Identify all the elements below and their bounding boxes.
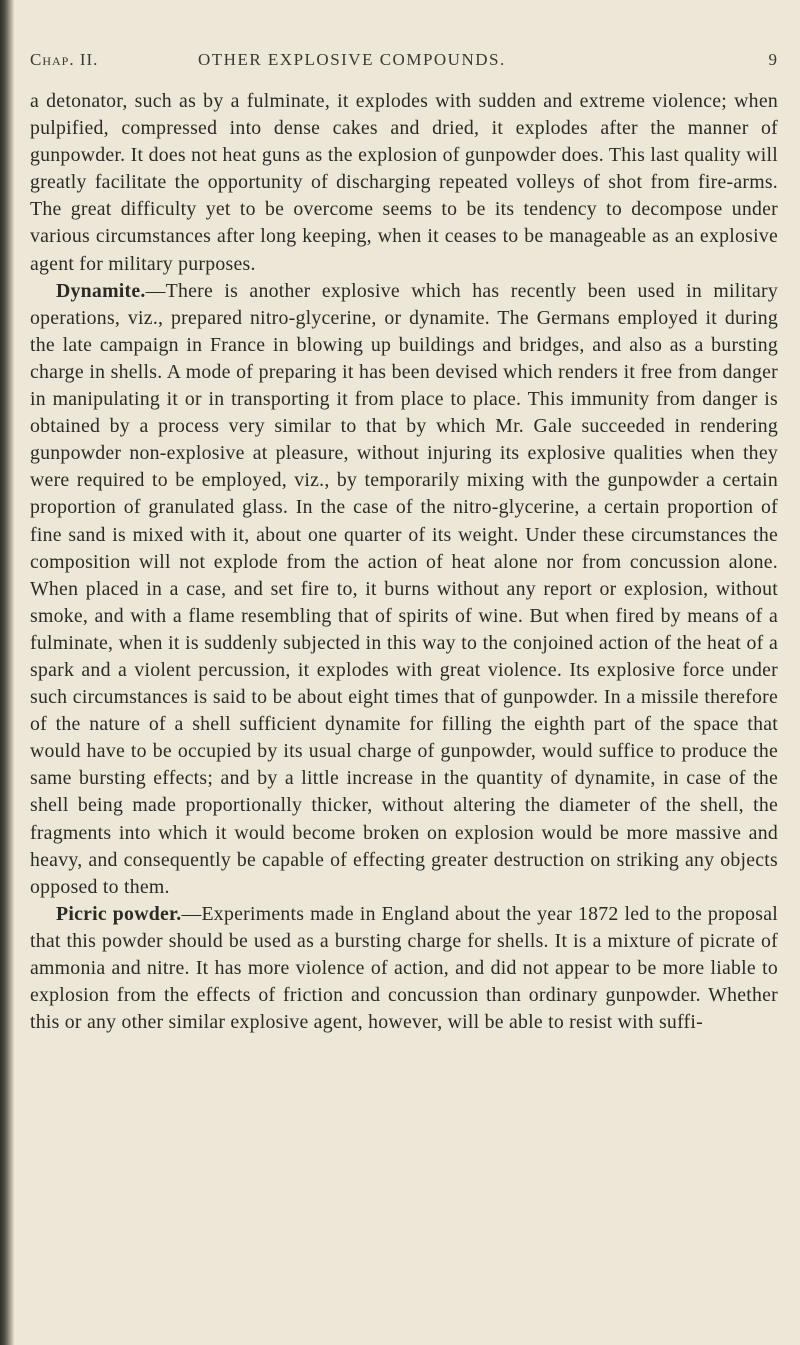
book-gutter-shadow <box>0 0 14 1345</box>
running-title: OTHER EXPLOSIVE COMPOUNDS. <box>198 50 506 69</box>
book-page <box>30 50 778 1036</box>
section-heading-picric-powder: Picric powder. <box>56 902 182 925</box>
paragraph-text: —Experiments made in England about the year 1872 led to the proposal that this powder should be used as a bursting charge for shells. It is a mixture of picrate of ammonia and nitre. It has more violence of action, and did not appear to be more liable to explosion from the effects of friction and concussion than ordinary gunpowder. Whether this or any other similar explosive agent, however, will be able to resist with suffi- <box>30 902 778 1034</box>
body-text <box>30 88 778 1036</box>
paragraph-picric-powder <box>30 901 778 1036</box>
running-header <box>30 50 778 80</box>
paragraph-dynamite <box>30 278 778 901</box>
paragraph-text: a detonator, such as by a fulminate, it explodes with sudden and extreme violence; when pulpified, compressed into dense cakes and dried, it explodes after the manner of gunpowder. It does not heat guns as the explosion of gunpowder does. This last quality will greatly facilitate the opportunity of discharging repeated volleys of shot from fire-arms. The great difficulty yet to be overcome seems to be its tendency to decompose under various circumstances after long keeping, when it ceases to be manageable as an explosive agent for military purposes. <box>30 90 778 275</box>
paragraph-continuation <box>30 88 778 278</box>
page-number: 9 <box>768 50 778 69</box>
chapter-label: Chap. II. <box>30 50 99 69</box>
section-heading-dynamite: Dynamite. <box>56 279 146 302</box>
paragraph-text: —There is another explosive which has recently been used in military operations, viz., prepared nitro-glycerine, or dynamite. The Germans employed it during the late campaign in France in blowing up buildings and bridges, and also as a bursting charge in shells. A mode of preparing it has been devised which renders it free from danger in manipulating it or in transporting it from place to place. This immunity from danger is obtained by a process very similar to that by which Mr. Gale succeeded in rendering gunpowder non-explosive at pleasure, without injuring its explosive qualities when they were required to be employed, viz., by temporarily mixing with the gunpowder a certain proportion of granulated glass. In the case of the nitro-glycerine, a certain proportion of fine sand is mixed with it, about one quarter of its weight. Under these circumstances the composition will not explode from the action of heat alone nor from concussion alone. When placed in a case, and set fire to, it burns without any report or explosion, without smoke, and with a flame resembling that of spirits of wine. But when fired by means of a fulminate, when it is suddenly subjected in this way to the conjoined action of the heat of a spark and a violent percussion, it explodes with great violence. Its explosive force under such circumstances is said to be about eight times that of gunpowder. In a missile therefore of the nature of a shell sufficient dynamite for filling the eighth part of the space that would have to be occupied by its usual charge of gunpowder, would suffice to produce the same bursting effects; and by a little increase in the quantity of dynamite, in case of the shell being made proportionally thicker, without altering the diameter of the shell, the fragments into which it would become broken on explosion would be more massive and heavy, and consequently be capable of effecting greater destruction on striking any objects opposed to them. <box>30 279 778 898</box>
